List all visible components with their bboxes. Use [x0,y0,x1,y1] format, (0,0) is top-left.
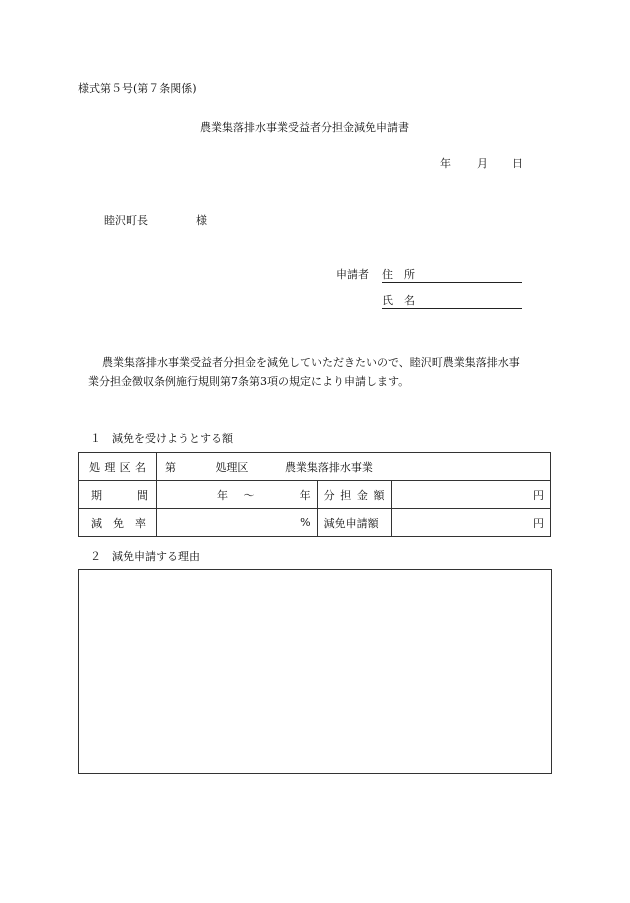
reason-textarea[interactable] [78,569,552,774]
table-row [79,509,551,537]
contribution-amount-unit: 円 [533,488,544,502]
district-dai: 第 [164,460,176,474]
addressee-name: 睦沢町長 [104,214,148,227]
date-year: 年 [440,157,451,170]
label-char: 区 [119,460,131,474]
treatment-district-label-cell [79,453,157,481]
period-label-cell [79,481,157,509]
reduction-request-label: 減免申請額 [323,516,379,530]
table-row [79,481,551,509]
district-shoriku: 処理区 [215,460,249,474]
addressee-honorific: 様 [196,214,207,227]
label-char: 担 [340,488,352,502]
reduction-request-label-cell [317,509,391,537]
label-char: 名 [134,460,146,474]
label-char: 免 [112,516,124,530]
label-char: 減 [91,516,102,530]
label-char: 期 [91,488,102,502]
period-year-end: 年 [299,488,311,502]
document-title: 農業集落排水事業受益者分担金減免申請書 [200,121,409,134]
label-char: 金 [356,488,368,502]
period-year-start: 年 [216,488,228,502]
label-char: 理 [104,460,116,474]
section-2-heading: ２ 減免申請する理由 [90,550,200,563]
treatment-district-field[interactable] [156,453,550,481]
period-field[interactable] [156,481,317,509]
address-label: 住 所 [382,268,415,281]
name-label: 氏 名 [382,294,415,307]
section-1-heading: １ 減免を受けようとする額 [90,432,233,445]
table-row [79,453,551,481]
applicant-label: 申請者 [336,268,369,281]
date-day: 日 [512,157,523,170]
contribution-amount-field[interactable] [391,481,550,509]
form-number: 様式第５号(第７条関係) [78,82,197,95]
label-char: 率 [134,516,146,530]
label-char: 分 [323,488,335,502]
label-char: 額 [373,488,385,502]
name-field[interactable] [382,292,522,309]
treatment-district-label [79,459,156,475]
date-month: 月 [477,157,488,170]
reduction-rate-field[interactable] [156,509,317,537]
period-tilde: ～ [243,488,255,502]
reduction-rate-percent: % [300,516,311,529]
reduction-request-unit: 円 [533,516,544,530]
reduction-amount-table [78,452,551,537]
contribution-amount-label-cell [317,481,391,509]
reduction-rate-label-cell [79,509,157,537]
label-char: 処 [89,460,100,474]
statement-line-1: 農業集落排水事業受益者分担金を減免していただきたいので、睦沢町農業集落排水事 [102,356,520,369]
label-char: 間 [136,488,148,502]
district-project: 農業集落排水事業 [284,460,373,474]
reduction-request-field[interactable] [391,509,550,537]
address-field[interactable] [382,266,522,283]
statement-line-2: 業分担金徴収条例施行規則第7条第3項の規定により申請します。 [88,375,410,388]
